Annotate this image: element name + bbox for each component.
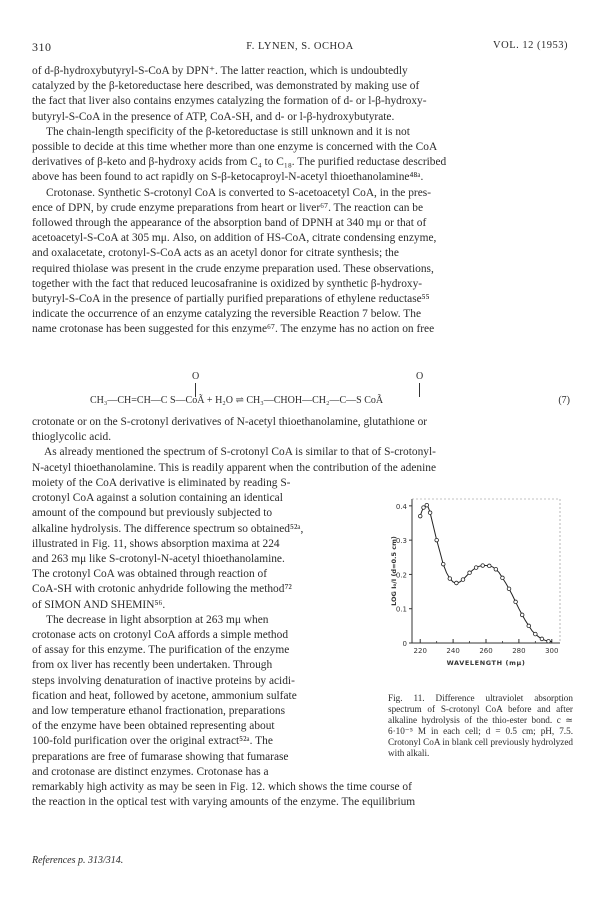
y-tick-label: 0.3 [395,537,407,546]
text-line: amount of the compound but previously subjected to [32,507,273,520]
body-text-column [32,476,384,780]
x-axis-label: WAVELENGTH (mμ) [446,659,526,667]
text-line: and low temperature ethanol fractionation, preparations [32,705,286,718]
data-point [534,632,538,636]
text-line: of SIMON AND SHEMIN⁵⁶. [32,598,166,611]
equation-body: CH₃—CH=CH—C S—CoÃ + H₂O ⇌ CH₃—CHOH—CH₂—C—S CoÃ [90,395,384,406]
text-line: thioglycolic acid. [32,431,112,444]
series-line [420,505,552,641]
data-point [474,566,478,570]
data-point [435,538,439,542]
text-line: name crotonase has been suggested for this enzyme⁶⁷. The enzyme has no action on free [32,323,435,336]
text-line: illustrated in Fig. 11, shows absorption maxima at 224 [32,537,280,550]
paragraph-2 [32,125,568,186]
paragraph-1 [32,64,568,125]
data-point [461,578,465,582]
y-axis-label: LOG I₀/I (d=0.5 cm) [390,536,398,606]
y-tick-label: 0.4 [395,502,407,511]
text-line: crotonyl CoA against a solution containing an identical [32,492,283,505]
text-line: N-acetyl thioethanolamine. This is readily apparent when the contribution of the adenine [32,461,437,474]
double-bond-mark [419,383,420,397]
text-line: The decrease in light absorption at 263 mμ when [46,613,269,626]
running-header [32,40,568,56]
text-line: derivatives of β-keto and β-hydroxy acids from C₄ to C₁₈. The purified reductase described [32,156,447,169]
text-line: The chain-length specificity of the β-ketoreductase is still unknown and it is not [46,125,410,138]
text-line: ence of DPN, by crude enzyme preparations from heart or liver⁶⁷. The reaction can be [32,201,424,214]
text-line: the fact that liver also contains enzymes catalyzing the formation of d- or l-β-hydroxy- [32,95,427,108]
equation-number: (7) [558,395,570,406]
text-line: together with the fact that reduced leucosafranine is oxidized by synthetic β-hydroxy- [32,277,423,290]
text-line: CoA-SH with crotonic anhydride following the method⁷² [32,583,292,596]
text-line: alkaline hydrolysis. The difference spectrum so obtained⁵²ᵃ, [32,522,304,535]
text-line: of the enzyme have been obtained representing about [32,720,275,733]
text-line: fication and heat, followed by acetone, ammonium sulfate [32,689,297,702]
data-point [547,639,551,643]
data-point [441,562,445,566]
text-line: from ox liver has recently been undertaken. Through [32,659,273,672]
x-tick-label: 220 [413,647,427,655]
text-line: indicate the occurrence of an enzyme catalyzing the reversible Reaction 7 below. The [32,308,421,321]
data-point [520,613,524,617]
text-line: crotonase acts on crotonyl CoA affords a simple method [32,629,289,642]
difference-spectrum-chart [388,483,578,693]
equation-oxygen-left: O [192,371,200,382]
data-point [540,637,544,641]
body-text-middle [32,415,568,476]
text-line: above has been found to act rapidly on S-β-ketocaproyl-N-acetyl thioethanolamine⁴⁸ᵃ. [32,171,424,184]
data-point [448,577,452,581]
x-tick-label: 240 [446,647,460,655]
page-number: 310 [32,40,52,54]
paragraph-crotonase [32,186,568,338]
x-tick-label: 280 [512,647,526,655]
text-line: and crotonase are distinct enzymes. Crotonase has a [32,765,269,778]
volume-info: VOL. 12 (1953) [493,40,568,51]
text-line: The crotonyl CoA was obtained through reaction of [32,568,268,581]
text-line: followed through the appearance of the absorption band of DPNH at 340 mμ or that of [32,217,427,230]
text-line: the reaction in the optical test with varying amounts of the enzyme. The equilibrium [32,796,416,809]
data-point [425,503,429,507]
x-tick-label: 300 [545,647,559,655]
text-line: acetoacetyl-S-CoA at 305 mμ. Also, on addition of HS-CoA, citrate condensing enzyme, [32,232,437,245]
text-line: required thiolase was present in the crude enzyme preparation used. These observations, [32,262,434,275]
text-line: crotonate or on the S-crotonyl derivatives of N-acetyl thioethanolamine, glutathione or [32,416,428,428]
data-point [455,581,459,585]
x-tick-label: 260 [479,647,493,655]
body-text-bottom [32,780,568,810]
body-text-top [32,64,568,338]
equation-oxygen-right: O [416,371,424,382]
text-line: remarkably high activity as may be seen in Fig. 12. which shows the time course of [32,781,412,793]
data-point [481,564,485,568]
data-point [468,571,472,575]
text-line: As already mentioned the spectrum of S-crotonyl CoA is similar to that of S-crotonyl- [44,446,436,459]
running-authors: F. LYNEN, S. OCHOA [246,41,354,52]
data-point [487,564,491,568]
text-line: moiety of the CoA derivative is eliminated by reading S- [32,477,291,489]
text-line: 100-fold purification over the original extract⁵²ᵃ. The [32,735,273,748]
text-line: of assay for this enzyme. The purification of the enzyme [32,644,290,657]
data-point [507,587,511,591]
data-point [501,576,505,580]
text-line: Crotonase. Synthetic S-crotonyl CoA is converted to S-acetoacetyl CoA, in the pres- [46,186,431,199]
text-line: of d-β-hydroxybutyryl-S-CoA by DPN⁺. The latter reaction, which is undoubtedly [32,65,408,77]
y-tick-label: 0.1 [395,605,407,614]
figure-11 [388,483,578,703]
y-tick-label: 0 [402,640,407,648]
data-point [422,506,426,510]
data-point [428,511,432,515]
text-line: catalyzed by the β-ketoreductase here described, was demonstrated by making use of [32,80,420,93]
data-point [527,624,531,628]
data-point [514,600,518,604]
text-line: butyryl-S-CoA in the presence of ATP, CoA-SH, and d- or l-β-hydroxybutyrate. [32,110,395,123]
text-line: butyryl-S-CoA in the presence of partially purified preparations of ethylene reductase⁵⁵ [32,293,430,306]
data-point [418,514,422,518]
reaction-equation-7 [90,371,570,411]
text-line: steps involving denaturation of inactive proteins by acidi- [32,674,295,687]
text-line: preparations are free of fumarase showing that fumarase [32,750,289,763]
text-line: and oxalacetate, crotonyl-S-CoA acts as an acetyl donor for citrate synthesis; the [32,247,399,260]
y-tick-label: 0.2 [395,571,407,580]
figure-caption: Fig. 11. Difference ultraviolet absorption spectrum of S-crotonyl CoA before and after alkaline hydrolysis of the thio-ester bond. c ≃ 6·10⁻⁵ M in each cell; d = 0.5 cm; pH, 7.5. Crotonyl CoA in blank cell previously hydrolyzed with alkali. [388,693,573,758]
text-line: and 263 mμ like S-crotonyl-N-acetyl thioethanolamine. [32,553,285,566]
data-point [494,567,498,571]
references-note: References p. 313/314. [32,855,124,866]
text-line: possible to decide at this time whether more than one enzyme is concerned with the CoA [32,141,438,154]
